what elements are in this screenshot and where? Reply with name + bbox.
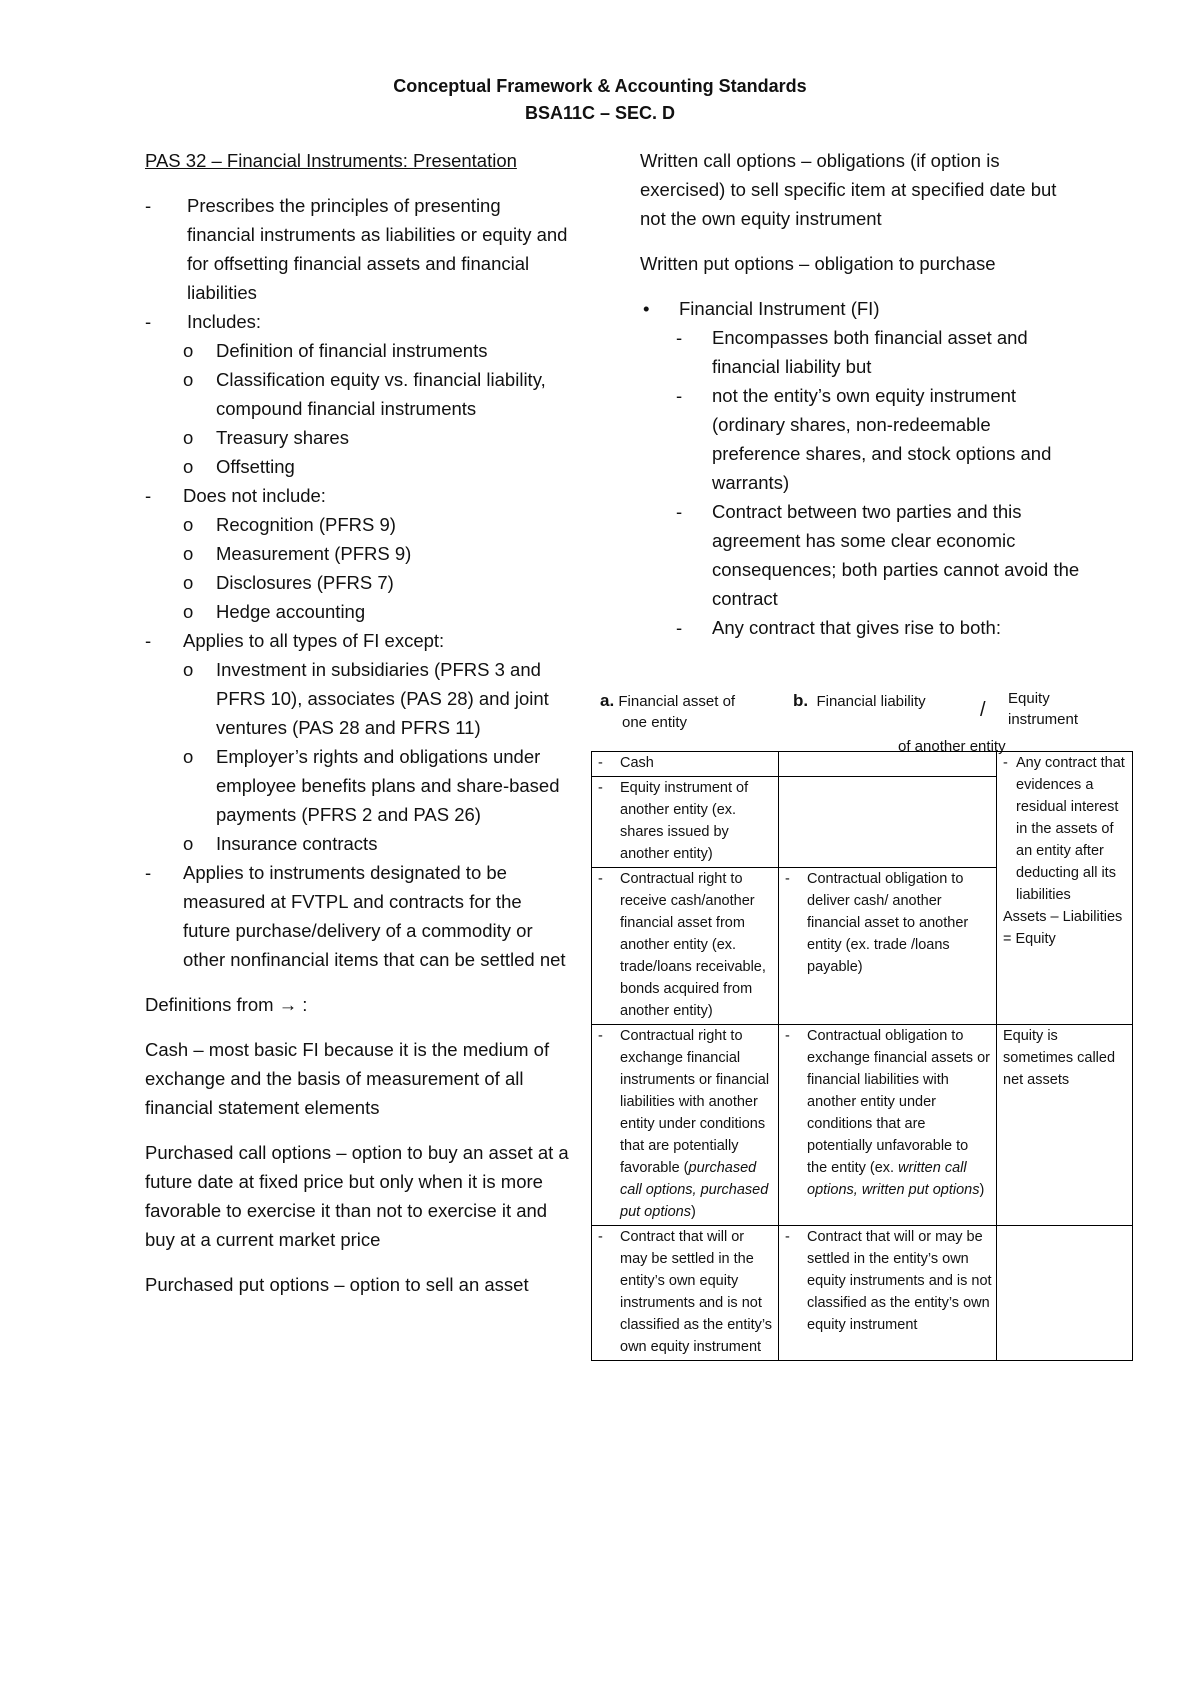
table-row: - Equity instrument of another entity (ex. shares issued by another entity)	[592, 777, 1133, 868]
list-item: - Any contract that gives rise to both:	[676, 617, 1001, 638]
document-title: Conceptual Framework & Accounting Standards	[393, 76, 807, 96]
right-column	[640, 146, 1080, 642]
equity-cell: - Any contract that evidences a residual interest in the assets of an entity after deducting all its liabilities Assets – Liabilities = Equity	[997, 752, 1133, 1025]
list-item: - Encompasses both financial asset and financial liability but	[676, 327, 1028, 377]
list-item: - Prescribes the principles of presenting financial instruments as liabilities or equity and for offsetting financial assets and financial liabilities	[145, 195, 568, 303]
list-item: o Definition of financial instruments	[183, 340, 488, 361]
list-item: - Does not include:	[145, 485, 326, 506]
sub-list	[145, 510, 570, 626]
list-item: - Includes:	[145, 311, 262, 332]
equity-equation: Assets – Liabilities = Equity	[1003, 909, 1123, 947]
purchased-call-definition: Purchased call options – option to buy an asset at a future date at fixed price but only when it is more favorable to exercise it than not to exercise it and buy at a current market price	[145, 1142, 569, 1250]
list-item: o Offsetting	[183, 456, 295, 477]
sub-list	[145, 655, 570, 858]
left-column	[145, 146, 570, 1299]
purchased-put-definition: Purchased put options – option to sell an asset	[145, 1274, 529, 1295]
table-row: - Contract that will or may be settled in the entity’s own equity instruments and is not classified as the entity’s own equity instrument - Contract that will or may be settled in the entity’s own equity instruments and is not classified as the entity’s own equity instrument	[592, 1226, 1133, 1361]
list-item: o Insurance contracts	[183, 833, 378, 854]
section-heading: PAS 32 – Financial Instruments: Presentation	[145, 150, 517, 171]
fi-table	[591, 751, 1133, 1361]
document-subtitle: BSA11C – SEC. D	[524, 103, 676, 123]
table-row: - Contractual right to receive cash/another financial asset from another entity (ex. trade/loans receivable, bonds acquired from another entity) - Contractual obligation to deliver cash/ another financial asset to another entity (ex. trade /loans payable)	[592, 868, 1133, 1025]
list-item: o Investment in subsidiaries (PFRS 3 and PFRS 10), associates (PAS 28) and joint ventures (PAS 28 and PFRS 11)	[183, 659, 549, 738]
list-item: o Classification equity vs. financial liability, compound financial instruments	[183, 369, 546, 419]
list-item: o Measurement (PFRS 9)	[183, 543, 412, 564]
fi-heading: • Financial Instrument (FI)	[643, 298, 880, 319]
list-item: - Contract between two parties and this agreement has some clear economic consequences; both parties cannot avoid the contract	[676, 501, 1080, 609]
list-item: - Applies to all types of FI except:	[145, 630, 445, 651]
definitions-line: Definitions from → :	[145, 994, 308, 1015]
list-item: o Recognition (PFRS 9)	[183, 514, 396, 535]
list-item: o Hedge accounting	[183, 601, 366, 622]
written-put-definition: Written put options – obligation to purchase	[640, 253, 996, 274]
written-call-definition: Written call options – obligations (if option is exercised) to sell specific item at specified date but not the own equity instrument	[640, 150, 1057, 229]
list-item: - Applies to instruments designated to be measured at FVTPL and contracts for the future purchase/delivery of a commodity or other nonfinancial items that can be settled net	[145, 862, 566, 970]
table-row: - Cash - Any contract that evidences a residual interest in the assets of an entity after deducting all its liabilities Assets – Liabilities = Equity	[592, 752, 1133, 777]
cash-definition: Cash – most basic FI because it is the medium of exchange and the basis of measurement of all financial statement elements	[145, 1039, 550, 1118]
sub-list	[145, 336, 570, 481]
fi-sub-list	[640, 323, 1080, 642]
slash-separator: /	[980, 699, 986, 721]
list-item: - not the entity’s own equity instrument (ordinary shares, non-redeemable preference shares, and stock options and warrants)	[676, 385, 1052, 493]
list-item: o Disclosures (PFRS 7)	[183, 572, 394, 593]
label-a: a. Financial asset of one entity	[600, 691, 736, 731]
list-item: o Employer’s rights and obligations under employee benefits plans and share-based payments (PFRS 2 and PAS 26)	[183, 746, 560, 825]
label-equity: Equity instrument	[1008, 690, 1079, 728]
label-b: b. Financial liability	[793, 691, 926, 710]
label-another-entity: of another entity	[898, 738, 1006, 755]
table-row: - Contractual right to exchange financial instruments or financial liabilities with another entity under conditions that are potentially favorable (purchased call options, purchased put options) - Contractual obligation to exchange financial assets or financial liabilities with another entity under conditions that are potentially unfavorable to the entity (ex. written call options, written put options) Equity is sometimes called net assets	[592, 1025, 1133, 1226]
list-item: o Treasury shares	[183, 427, 349, 448]
